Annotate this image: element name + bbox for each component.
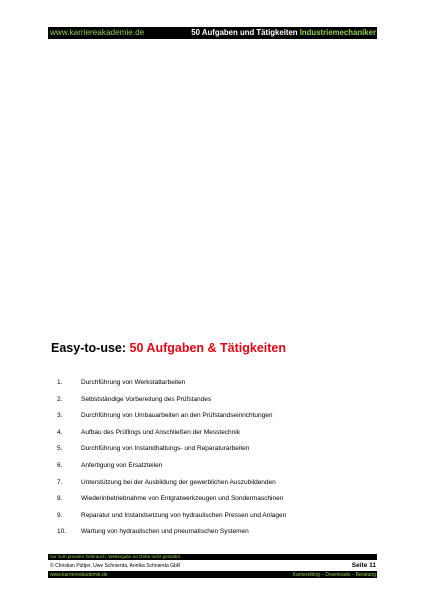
section-heading [51, 340, 286, 356]
list-item-text: Aufbau des Prüflings und Anschließen der Messtechnik [81, 428, 240, 436]
header-title-main: 50 Aufgaben und Tätigkeiten [191, 28, 300, 37]
list-item-number: 9. [57, 511, 63, 519]
list-item-number: 4. [57, 428, 63, 436]
list-item [57, 428, 286, 445]
list-item-number: 5. [57, 445, 63, 453]
section-heading-main: Easy-to-use: [51, 341, 130, 355]
list-item-number: 2. [57, 395, 63, 403]
list-item-text: Wartung von hydraulischen und pneumatischen Systemen [81, 528, 249, 536]
copyright-text: © Christian Püttjer, Uwe Schnierda, Annika Schnierda GbR [50, 562, 181, 569]
footer-links-row [48, 571, 377, 578]
page-number: Seite 11 [351, 562, 376, 569]
list-item-text: Durchführung von Umbauarbeiten an den Prüfstandseinrichtungen [81, 412, 273, 420]
list-item-text: Anfertigung von Ersatzteilen [81, 461, 163, 469]
header-title-accent: Industriemechaniker [299, 28, 376, 37]
header-document-title [191, 27, 376, 39]
list-item-number: 3. [57, 412, 63, 420]
section-heading-accent: 50 Aufgaben & Tätigkeiten [129, 341, 287, 355]
page-header [48, 27, 377, 39]
footer-copyright-row [48, 560, 377, 571]
list-item [57, 395, 286, 412]
list-item-text: Selbstständige Vorbereitung des Prüfstandes [81, 395, 212, 403]
list-item [57, 478, 286, 495]
task-list [57, 378, 286, 544]
list-item [57, 527, 286, 544]
list-item-number: 7. [57, 478, 63, 486]
list-item-text: Durchführung von Instandhaltungs- und Reparaturarbeiten [81, 445, 250, 453]
list-item [57, 378, 286, 395]
footer-site-url: www.karriereakademie.de [50, 571, 108, 578]
list-item-text: Durchführung von Werkstattarbeiten [81, 379, 186, 386]
list-item [57, 511, 286, 528]
list-item-number: 1. [57, 379, 63, 386]
header-site-url: www.karriereakademie.de [50, 28, 145, 37]
list-item-text: Wiederinbetriebnahme von Entgratwerkzeugen und Sondermaschinen [81, 495, 284, 503]
list-item-number: 10. [57, 528, 67, 536]
list-item-text: Unterstützung bei der Ausbildung der gewerblichen Auszubildenden [81, 478, 276, 486]
list-item-text: Reparatur und Instandsetzung von hydraulischen Pressen und Anlagen [81, 511, 287, 519]
list-item [57, 411, 286, 428]
list-item-number: 6. [57, 461, 63, 469]
list-item-number: 8. [57, 495, 63, 503]
list-item [57, 494, 286, 511]
usage-notice: nur zum privaten Gebrauch, Weitergabe an Dritte nicht gestattet [48, 554, 377, 560]
footer-links: Karriereblog – Downloads – Beratung [292, 571, 376, 578]
list-item [57, 461, 286, 478]
page-footer [48, 554, 377, 578]
list-item [57, 444, 286, 461]
